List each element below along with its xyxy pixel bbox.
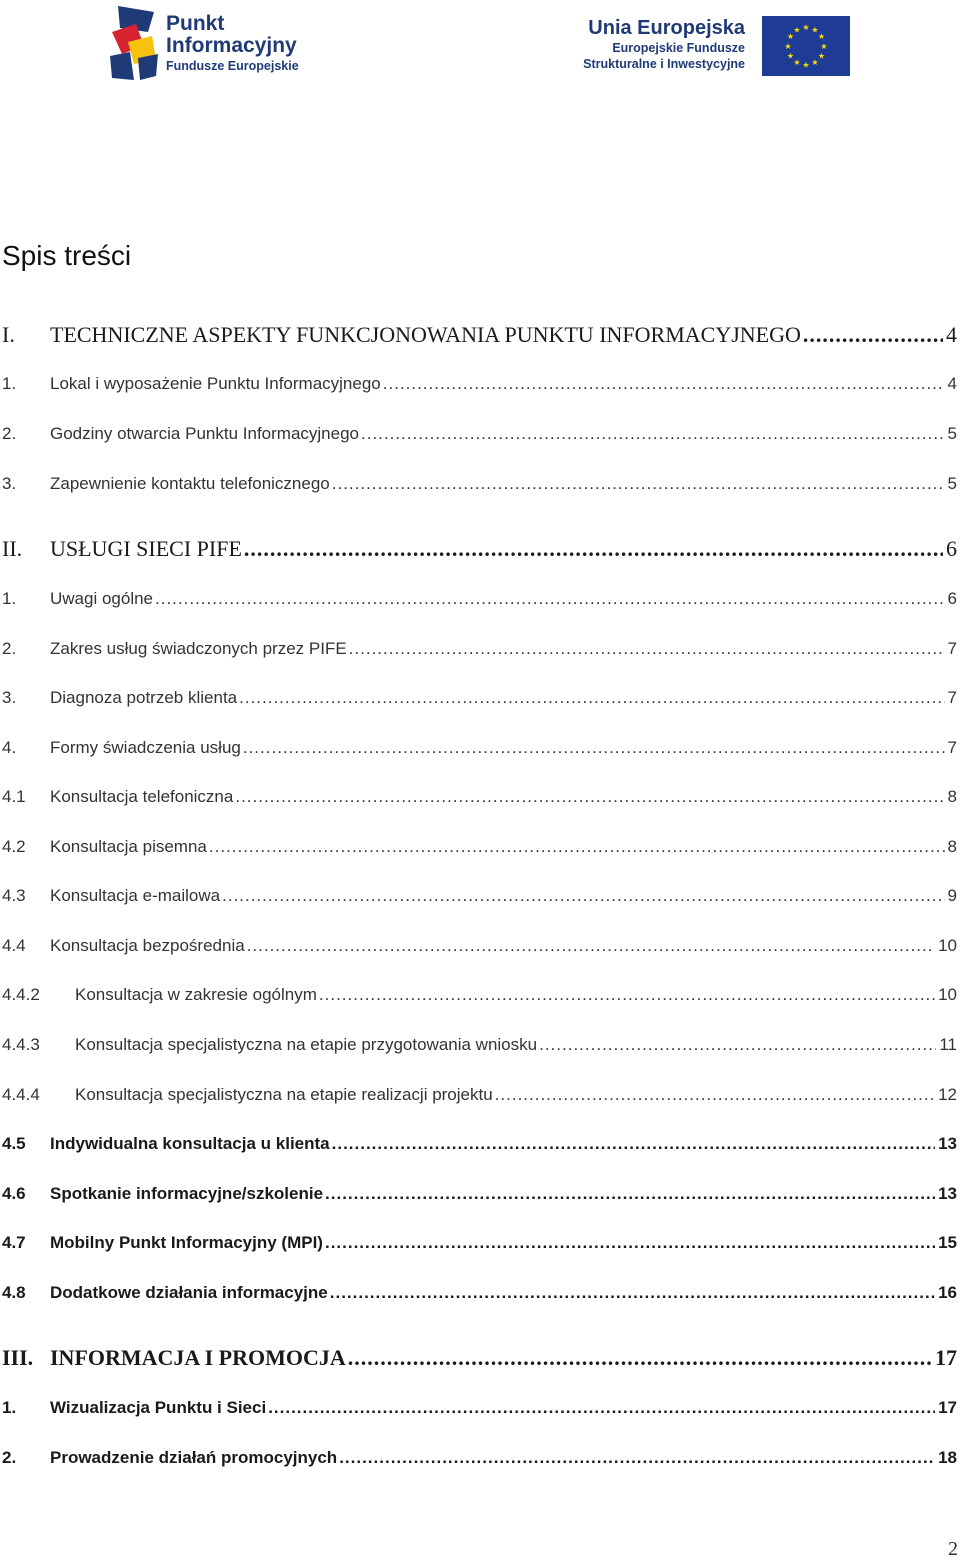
toc-entry[interactable] (2, 374, 957, 394)
toc-entry[interactable] (2, 1448, 957, 1468)
toc-entry-label: INFORMACJA I PROMOCJA (50, 1345, 346, 1370)
toc-entry[interactable] (2, 1035, 957, 1055)
toc-entry-number: 4.4 (2, 936, 26, 955)
toc-entry-number: 2. (2, 1448, 17, 1467)
toc-entry-number: 4.8 (2, 1283, 26, 1302)
toc-entry-number: III. (2, 1345, 34, 1370)
toc-entry-page: 15 (938, 1233, 957, 1252)
toc-leader (325, 1184, 935, 1204)
toc-entry-label: TECHNICZNE ASPEKTY FUNKCJONOWANIA PUNKTU INFORMACYJNEGO (50, 322, 801, 347)
eu-logo-line-3: Strukturalne i Inwestycyjne (583, 57, 745, 71)
logo-line-2: Informacyjny (166, 34, 297, 57)
eu-logo-line-2: Europejskie Fundusze (612, 41, 745, 55)
toc-entry-number: 4.3 (2, 886, 26, 905)
toc-entry-label: Prowadzenie działań promocyjnych (50, 1448, 338, 1467)
toc-entry[interactable] (2, 322, 957, 348)
toc-entry[interactable] (2, 936, 957, 956)
toc-entry-label: Lokal i wyposażenie Punktu Informacyjnego (50, 374, 381, 393)
toc-leader (348, 1345, 932, 1371)
toc-entry-page: 16 (938, 1283, 957, 1302)
logo-line-1: Punkt (166, 12, 225, 35)
page-number: 2 (948, 1538, 958, 1560)
toc-entry-page: 7 (947, 639, 957, 658)
toc-leader (539, 1035, 936, 1055)
toc-entry-page: 13 (938, 1184, 957, 1203)
toc-entry[interactable] (2, 1085, 957, 1105)
svg-text:★: ★ (811, 58, 819, 67)
toc-entry[interactable] (2, 1398, 957, 1418)
toc-leader (244, 536, 943, 562)
toc-entry-number: 4.6 (2, 1184, 26, 1203)
toc-leader (319, 985, 935, 1005)
svg-text:★: ★ (784, 42, 792, 51)
toc-entry[interactable] (2, 886, 957, 906)
toc-entry-number: 4.2 (2, 837, 26, 856)
toc-entry-label: Diagnoza potrzeb klienta (50, 688, 238, 707)
toc-entry-label: Konsultacja e-mailowa (50, 886, 221, 905)
toc-entry-number: 4.5 (2, 1134, 26, 1153)
toc-leader (332, 474, 945, 494)
toc-entry-number: 4.4.3 (2, 1035, 40, 1054)
logo-line-3: Fundusze Europejskie (166, 59, 299, 73)
toc-entry-number: I. (2, 322, 15, 347)
toc-entry[interactable] (2, 639, 957, 659)
toc-leader (222, 886, 944, 906)
toc-entry-label: Konsultacja telefoniczna (50, 787, 234, 806)
toc-entry-label: Konsultacja specjalistyczna na etapie przygotowania wniosku (75, 1035, 538, 1054)
toc-entry-label: Dodatkowe działania informacyjne (50, 1283, 328, 1302)
toc-entry[interactable] (2, 1283, 957, 1303)
toc-entry-page: 4 (946, 322, 957, 347)
toc-leader (247, 936, 935, 956)
toc-entry[interactable] (2, 474, 957, 494)
toc-entry-page: 9 (947, 886, 957, 905)
toc-leader (383, 374, 945, 394)
toc-entry-label: Konsultacja specjalistyczna na etapie realizacji projektu (75, 1085, 493, 1104)
toc-entry-page: 6 (946, 536, 957, 561)
toc-entry-number: II. (2, 536, 23, 561)
toc-entry-number: 1. (2, 589, 17, 608)
toc-entry-label: Zakres usług świadczonych przez PIFE (50, 639, 347, 658)
toc-entry-label: Formy świadczenia usług (50, 738, 241, 757)
toc-entry-label: Konsultacja w zakresie ogólnym (75, 985, 317, 1004)
toc-leader (155, 589, 945, 609)
toc-entry-page: 10 (938, 936, 957, 955)
toc-entry-number: 3. (2, 688, 17, 707)
toc-title: Spis treści (2, 240, 132, 271)
toc-entry[interactable] (2, 1233, 957, 1253)
toc-entry-label: Spotkanie informacyjne/szkolenie (50, 1184, 324, 1203)
punkt-informacyjny-logo (108, 2, 308, 84)
toc-leader (325, 1233, 935, 1253)
svg-text:★: ★ (793, 58, 801, 67)
toc-entry-label: Mobilny Punkt Informacyjny (MPI) (50, 1233, 323, 1252)
toc-entry-number: 4.4.4 (2, 1085, 40, 1104)
toc-entry-page: 18 (938, 1448, 957, 1467)
toc-leader (495, 1085, 935, 1105)
toc-entry-label: Godziny otwarcia Punktu Informacyjnego (50, 424, 359, 443)
toc-entry-number: 4.7 (2, 1233, 26, 1252)
toc-entry[interactable] (2, 738, 957, 758)
star-logo-icon (108, 2, 162, 82)
toc-leader (268, 1398, 935, 1418)
toc-entry-label: USŁUGI SIECI PIFE (50, 536, 242, 561)
toc-entry-page: 10 (938, 985, 957, 1004)
toc-entry-number: 3. (2, 474, 17, 493)
toc-leader (243, 738, 945, 758)
eu-logo-line-1: Unia Europejska (588, 17, 745, 39)
toc-leader (361, 424, 945, 444)
svg-text:★: ★ (786, 51, 795, 61)
toc-leader (339, 1448, 935, 1468)
toc-entry-page: 8 (947, 837, 957, 856)
toc-entry[interactable] (2, 1345, 957, 1371)
toc-entry-page: 11 (939, 1035, 957, 1054)
toc-entry[interactable] (2, 787, 957, 807)
toc-entry-number: 4.4.2 (2, 985, 40, 1004)
svg-text:★: ★ (820, 42, 828, 51)
toc-entry-page: 5 (947, 474, 957, 493)
toc-entry-page: 13 (938, 1134, 957, 1153)
toc-entry-page: 5 (947, 424, 957, 443)
svg-text:★: ★ (811, 25, 819, 35)
toc-entry-page: 17 (935, 1345, 957, 1370)
toc-entry-number: 1. (2, 1398, 17, 1417)
toc-entry[interactable] (2, 688, 957, 708)
toc-entry-label: Uwagi ogólne (50, 589, 154, 608)
toc-entry-page: 7 (947, 688, 957, 707)
toc-entry[interactable] (2, 1134, 957, 1154)
toc-leader (349, 639, 945, 659)
toc-entry-label: Konsultacja pisemna (50, 837, 207, 856)
toc-entry-page: 6 (947, 589, 957, 608)
toc-entry-number: 2. (2, 424, 17, 443)
toc-entry-page: 8 (947, 787, 957, 806)
svg-text:★: ★ (793, 25, 801, 35)
svg-text:★: ★ (802, 60, 810, 70)
toc-entry[interactable] (2, 985, 957, 1005)
toc-entry-page: 4 (947, 374, 957, 393)
toc-entry-number: 1. (2, 374, 17, 393)
svg-text:★: ★ (786, 32, 795, 41)
svg-text:★: ★ (817, 32, 826, 41)
toc-leader (209, 837, 945, 857)
toc-leader (239, 688, 944, 708)
unia-europejska-logo (578, 14, 850, 76)
toc-entry[interactable] (2, 837, 957, 857)
toc-entry[interactable] (2, 424, 957, 444)
toc-entry[interactable] (2, 536, 957, 562)
toc-leader (330, 1283, 935, 1303)
toc-entry-page: 7 (947, 738, 957, 757)
toc-leader (235, 787, 944, 807)
toc-leader (332, 1134, 935, 1154)
toc-entry-label: Zapewnienie kontaktu telefonicznego (50, 474, 330, 493)
toc-entry[interactable] (2, 1184, 957, 1204)
eu-flag-icon (762, 16, 850, 76)
toc-entry-label: Indywidualna konsultacja u klienta (50, 1134, 330, 1153)
toc-entry-label: Konsultacja bezpośrednia (50, 936, 245, 955)
svg-text:★: ★ (802, 23, 810, 32)
toc-entry-page: 12 (938, 1085, 957, 1104)
svg-text:★: ★ (817, 51, 826, 61)
toc-entry-number: 4.1 (2, 787, 26, 806)
toc-entry-number: 2. (2, 639, 17, 658)
toc-leader (803, 322, 943, 348)
toc-entry-number: 4. (2, 738, 17, 757)
toc-entry-page: 17 (938, 1398, 957, 1417)
toc-entry-label: Wizualizacja Punktu i Sieci (50, 1398, 267, 1417)
toc-entry[interactable] (2, 589, 957, 609)
